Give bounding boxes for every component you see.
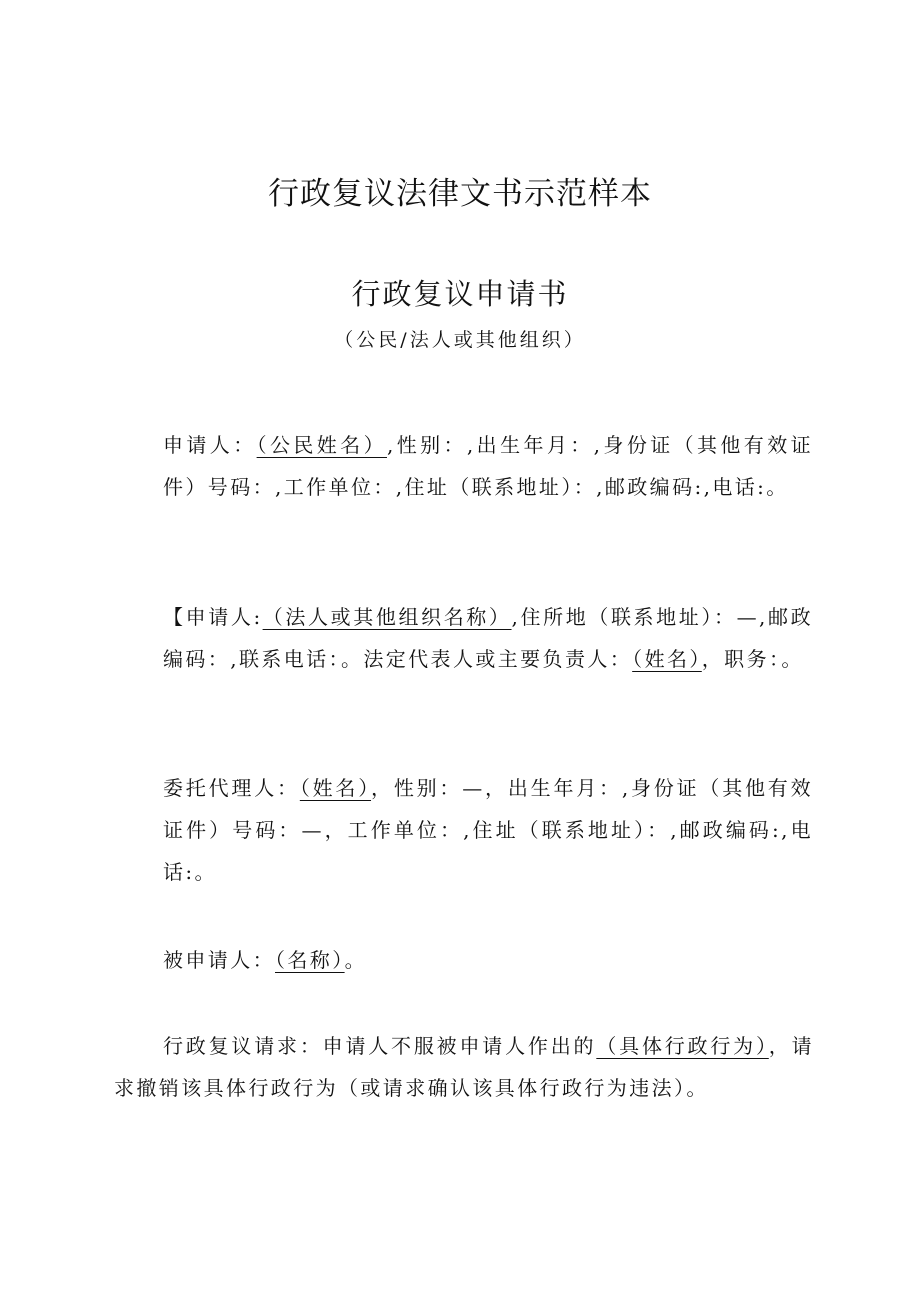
applicant-citizen-paragraph [163, 424, 813, 508]
respondent-paragraph [163, 939, 813, 981]
document-title: 行政复议法律文书示范样本 [268, 176, 652, 212]
respondent-end: 。 [344, 948, 368, 972]
agent-label: 委托代理人： [163, 776, 300, 800]
form-title-note: （公民/法人或其他组织） [334, 329, 586, 351]
review-request-paragraph [114, 1025, 814, 1109]
organization-details: ,住所地（联系地址）：—,邮政编码：,联系电话：。法定代表人或主要负责人： [163, 605, 813, 671]
representative-position: ，职务：。 [701, 647, 804, 671]
review-request-details: ，请求撤销该具体行政行为（或请求确认该具体行政行为违法）。 [114, 1034, 814, 1100]
form-title: 行政复议申请书 [351, 277, 569, 311]
applicant-org-label: 【申请人: [163, 605, 263, 629]
applicant-citizen-details: ,性别：,出生年月：,身份证（其他有效证件）号码：,工作单位：,住址（联系地址）：,邮政编码:,电话:。 [163, 433, 813, 499]
applicant-organization-paragraph [163, 596, 813, 680]
administrative-act-field: （具体行政行为） [596, 1034, 769, 1058]
review-request-label: 行政复议请求：申请人不服被申请人作出的 [163, 1034, 597, 1058]
agent-paragraph [163, 767, 813, 893]
citizen-name-field: （公民姓名） [256, 433, 387, 457]
representative-name-field: （姓名） [632, 647, 702, 671]
agent-details: ，性别：—，出生年月：,身份证（其他有效证件）号码：—，工作单位：,住址（联系地址）：,邮政编码:,电话:。 [163, 776, 814, 884]
respondent-name-field: （名称） [275, 948, 345, 972]
applicant-label: 申请人： [163, 433, 257, 457]
respondent-label: 被申请人： [163, 948, 275, 972]
organization-name-field: （法人或其他组织名称） [262, 605, 512, 629]
agent-name-field: （姓名） [299, 776, 372, 800]
